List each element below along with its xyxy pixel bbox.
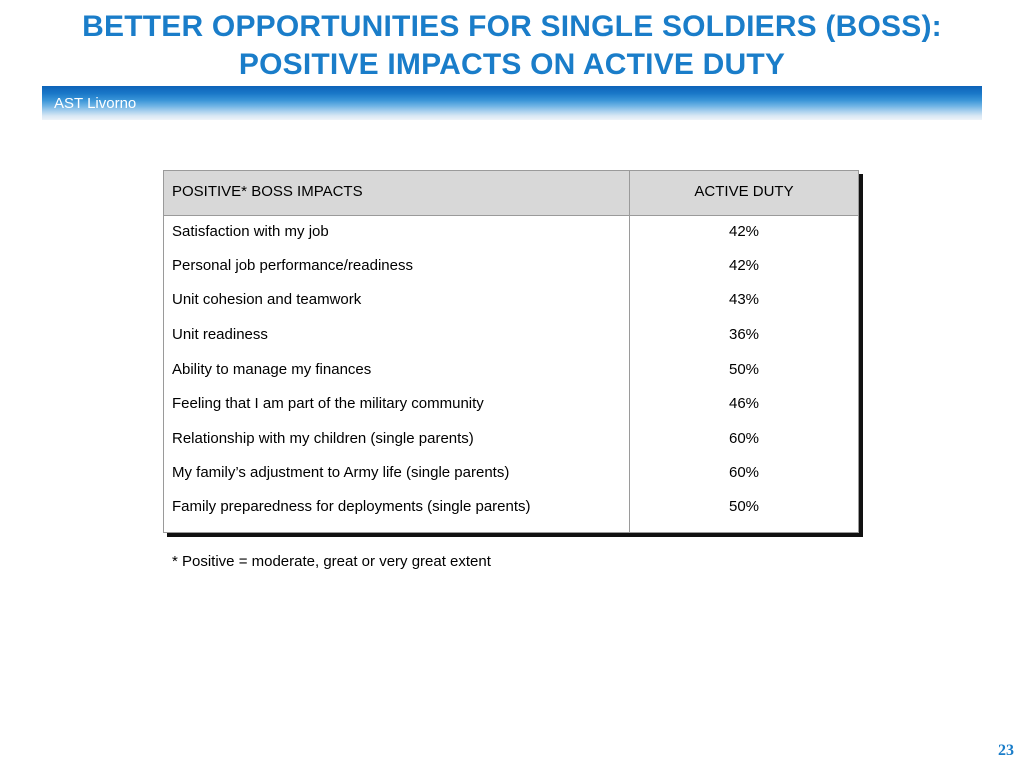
impacts-table: [163, 170, 859, 533]
slide-title-line-2: POSITIVE IMPACTS ON ACTIVE DUTY: [238, 48, 786, 81]
table-header-active-duty: ACTIVE DUTY: [694, 183, 794, 200]
table-row: [164, 423, 858, 457]
table-header-impacts: POSITIVE* BOSS IMPACTS: [172, 183, 363, 200]
row-value: 36%: [728, 326, 760, 343]
row-label: Unit cohesion and teamwork: [172, 291, 362, 308]
table-header-row: [164, 171, 858, 216]
row-label: My family’s adjustment to Army life (single parents): [172, 464, 510, 481]
table-row: [164, 388, 858, 422]
page-number: 23: [998, 742, 1014, 759]
row-value: 60%: [728, 464, 760, 481]
table-row: [164, 284, 858, 318]
row-label: Personal job performance/readiness: [172, 257, 413, 274]
table-row: [164, 457, 858, 491]
row-value: 42%: [728, 257, 760, 274]
footnote: * Positive = moderate, great or very great extent: [172, 553, 491, 570]
banner-label: AST Livorno: [54, 95, 137, 112]
row-value: 50%: [728, 498, 760, 515]
row-value: 50%: [728, 361, 760, 378]
table-row: [164, 216, 858, 250]
table-row: [164, 319, 858, 353]
table-row: [164, 250, 858, 284]
row-label: Ability to manage my finances: [172, 361, 372, 378]
slide-title-line-1: BETTER OPPORTUNITIES FOR SINGLE SOLDIERS (BOSS):: [82, 10, 942, 43]
table-row: [164, 354, 858, 388]
row-label: Family preparedness for deployments (single parents): [172, 498, 531, 515]
row-value: 60%: [728, 430, 760, 447]
row-label: Unit readiness: [172, 326, 268, 343]
table-row: [164, 491, 858, 525]
row-value: 46%: [728, 395, 760, 412]
row-label: Feeling that I am part of the military community: [172, 395, 484, 412]
row-value: 42%: [728, 223, 760, 240]
row-label: Relationship with my children (single parents): [172, 430, 474, 447]
header-banner: [42, 86, 982, 120]
slide-title: [0, 8, 1024, 84]
row-label: Satisfaction with my job: [172, 223, 329, 240]
row-value: 43%: [728, 291, 760, 308]
